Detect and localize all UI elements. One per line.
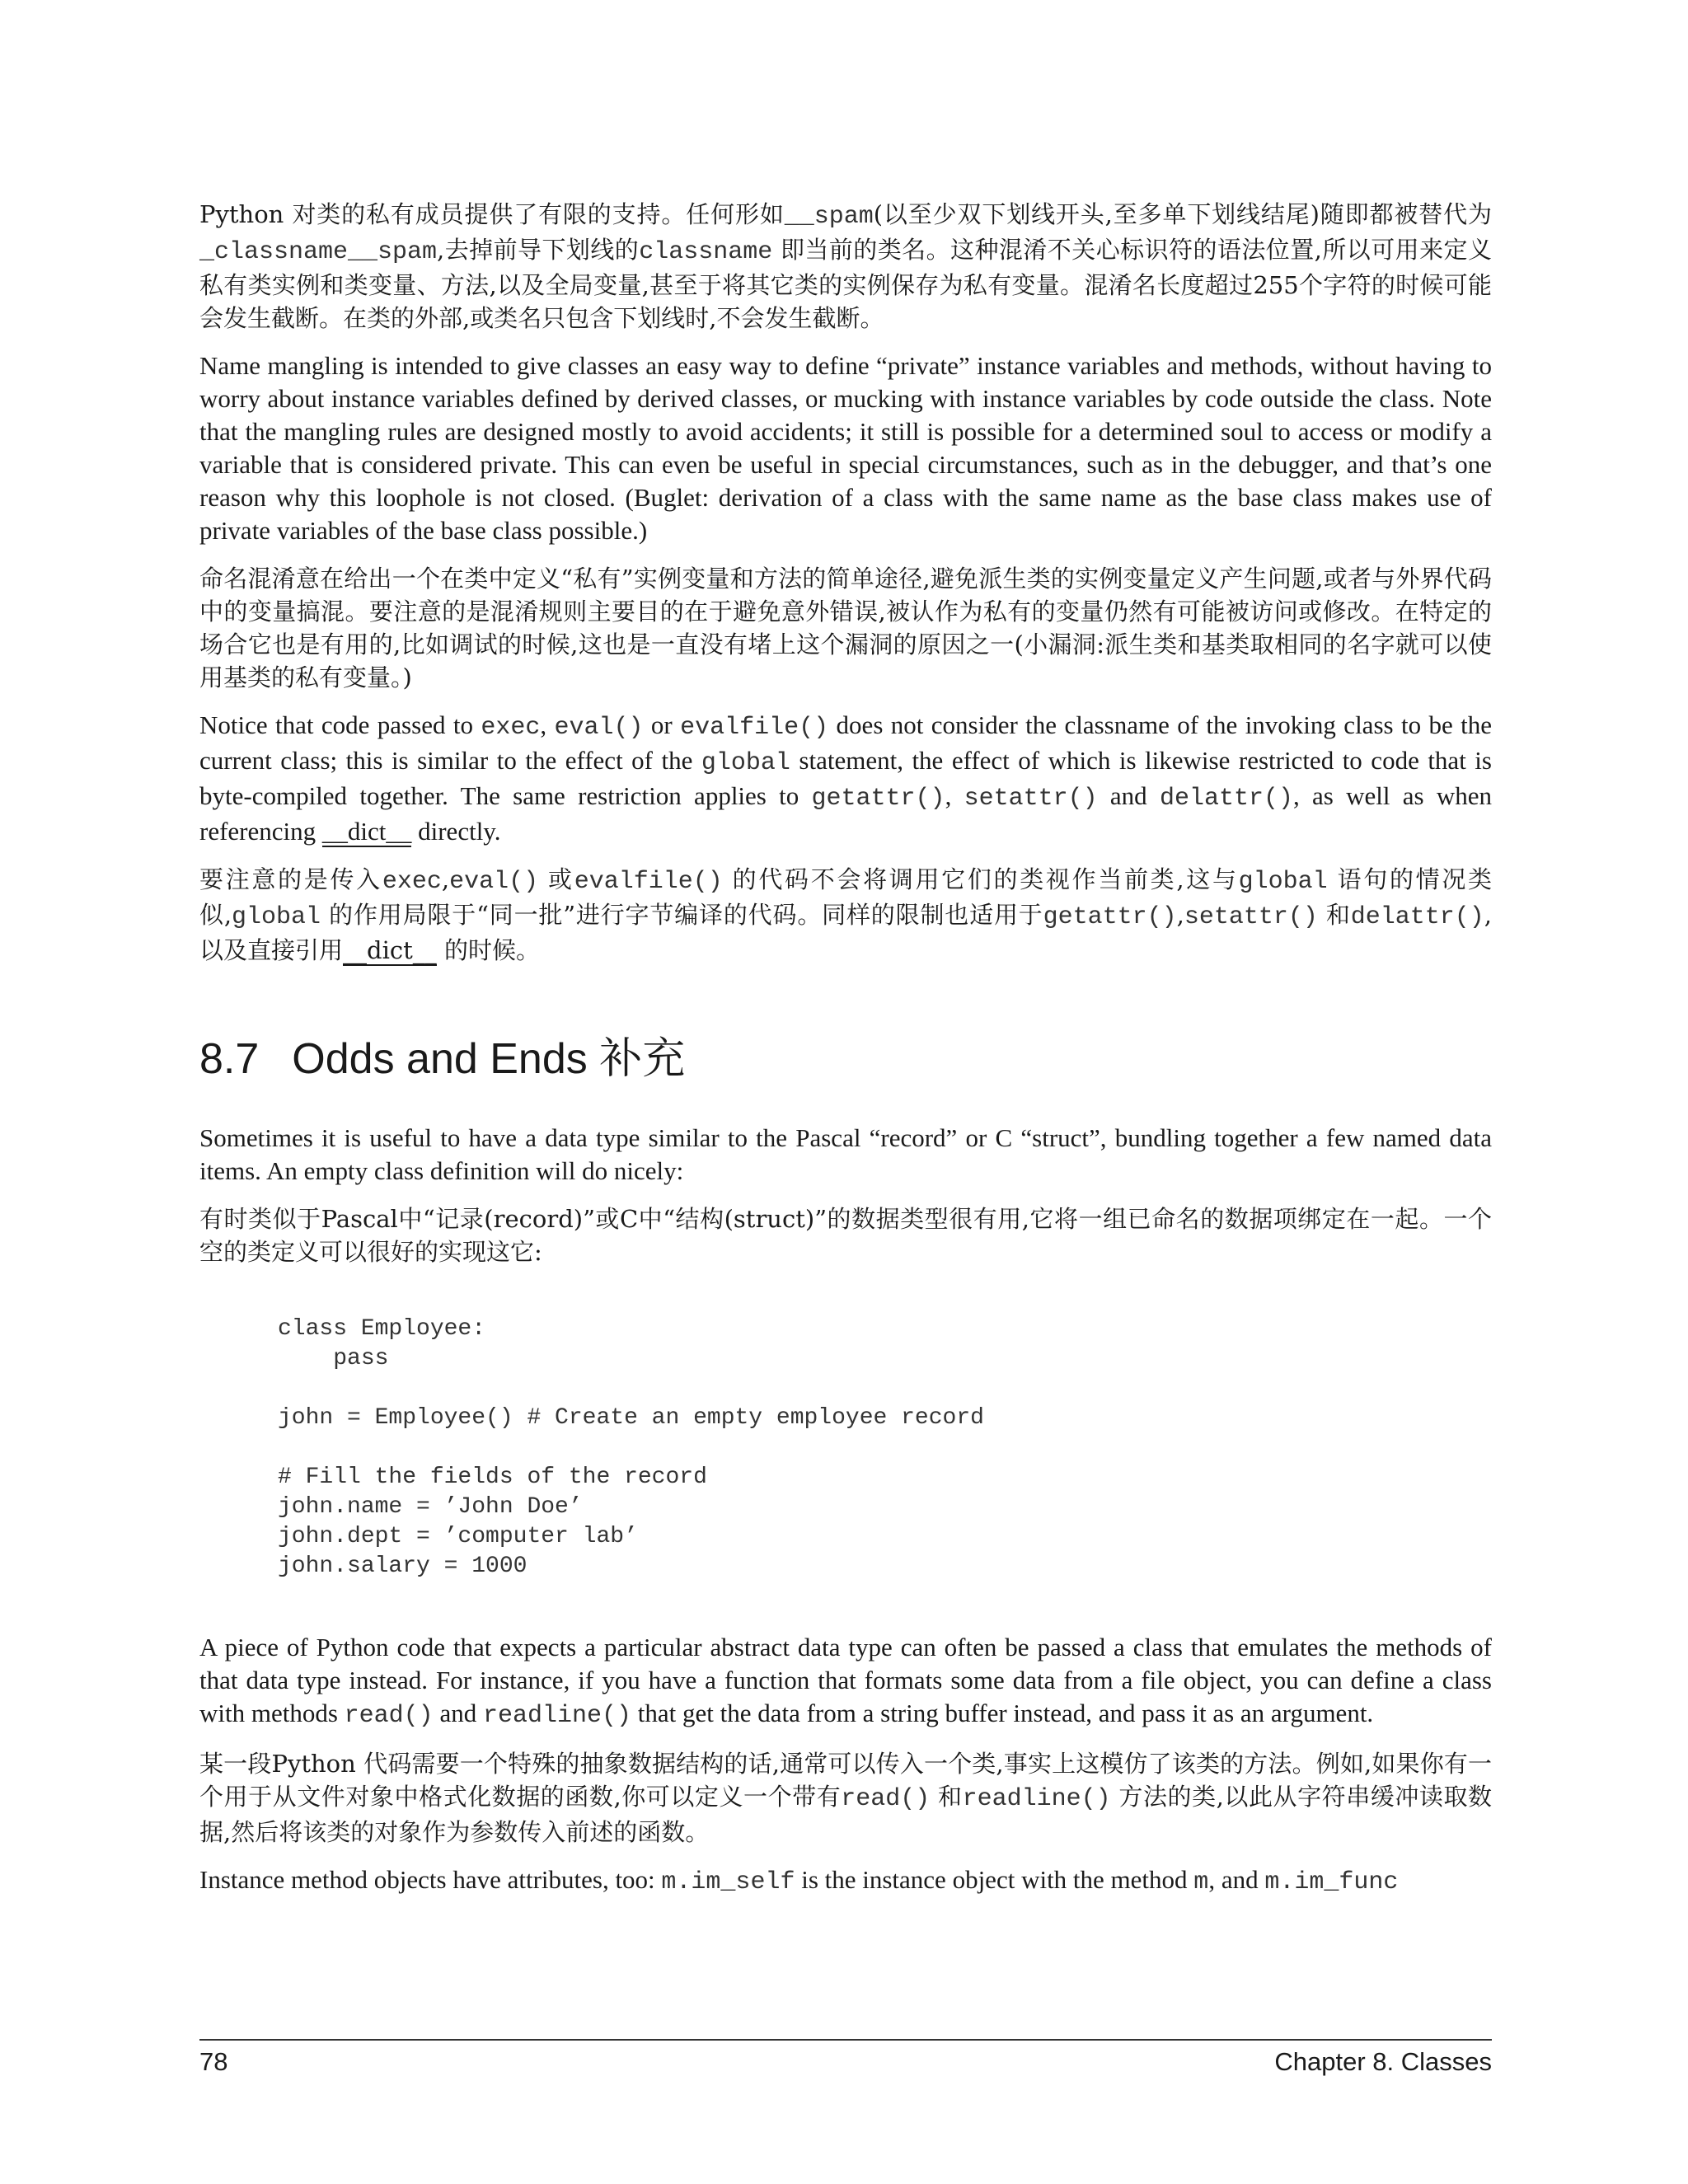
text-run: is the instance object with the method [795,1865,1194,1894]
inline-code: m.im_self [661,1868,795,1896]
text-run: 或 [538,865,574,893]
inline-code: m [1193,1868,1209,1896]
inline-code: delattr() [1159,785,1293,813]
text-run: 的时候。 [436,936,540,964]
section-number: 8.7 [199,1035,260,1083]
paragraph-record-struct-zh: 有时类似于Pascal中“记录(record)”或C中“结构(struct)”的数据类型很有用,它将一组已命名的数据项绑定在一起。一个空的类定义可以很好的实现这它: [199,1205,1492,1266]
inline-code: readline() [482,1702,631,1730]
inline-code: read() [344,1702,434,1730]
text-run: 语句的情况类似, [199,865,1493,929]
paragraph-method-attributes [199,1863,1492,1899]
inline-code: read() [841,1785,931,1813]
inline-code: classname [639,238,773,266]
inline-code: exec [481,714,541,742]
inline-code: __spam [784,203,874,231]
inline-code: getattr() [811,785,945,813]
text-run: Python 对类的私有成员提供了有限的支持。任何形如 [199,200,785,228]
section-heading [199,1033,1492,1085]
inline-code: setattr() [1184,903,1318,931]
paragraph-exec-eval-zh [199,863,1492,967]
inline-code: eval() [449,868,539,896]
paragraph-name-mangling: Name mangling is intended to give classes an easy way to define “private” instance variables and methods, without having to worry about instance variables defined by derived classes, or mucking with instance variables by code outside the class. Note that the mangling rules are designed mostly to avoid accidents; it still is possible for a determined soul to access or modify a variable that is considered private. This can even be useful in special circumstances, such as in the debugger, and that’s one reason why this loophole is not closed. (Buglet: derivation of a class with the same name as the base class makes use of private variables of the base class possible.) [199,351,1492,545]
inline-code: setattr() [964,785,1098,813]
inline-code: global [1238,868,1328,896]
paragraph-record-struct: Sometimes it is useful to have a data type similar to the Pascal “record” or C “struct”, bundling together a few named data items. An empty class definition will do nicely: [199,1123,1492,1185]
underlined-term: __dict__ [321,817,412,846]
text-run: , and [1208,1865,1265,1894]
inline-code: _classname__spam [199,238,438,266]
page-content [199,198,1492,1914]
inline-code: exec [382,868,442,896]
paragraph-exec-eval [199,709,1492,848]
text-run: 和 [930,1783,963,1811]
text-run: 方法的类,以此从字符串缓冲读取数据,然后将该类的对象作为参数传入前述的函数。 [199,1783,1492,1846]
inline-code: eval() [554,714,644,742]
text-run: Instance method objects have attributes, too: [199,1865,662,1894]
paragraph-name-mangling-zh: 命名混淆意在给出一个在类中定义“私有”实例变量和方法的简单途径,避免派生类的实例变量定义产生问题,或者与外界代码中的变量搞混。要注意的是混淆规则主要目的在于避免意外错误,被认作为私有的变量仍然有可能被访问或修改。在特定的场合它也是有用的,比如调试的时候,这也是一直没有堵上这个漏洞的原因之一(小漏洞:派生类和基类取相同的名字就可以使用基类的私有变量。) [199,565,1492,691]
text-run: ,去掉前导下划线的 [437,236,640,264]
text-run: and [1097,781,1160,810]
text-run: 即当前的类名。这种混淆不关心标识符的语法位置,所以可用来定义私有类实例和类变量、方法,以及全局变量,甚至于将其它类的实例保存为私有变量。混淆名长度超过255个字符的时候可能会发生截断。在类的外部,或类名只包含下划线时,不会发生截断。 [199,236,1492,332]
text-run: does not consider the classname of the invoking class to be the current class; this is similar to the effect of the [199,710,1492,775]
text-run: or [643,710,681,739]
text-run: 要注意的是传入 [199,865,382,893]
text-run: , [540,710,555,739]
inline-code: getattr() [1043,903,1177,931]
text-run: 的作用局限于“同一批”进行字节编译的代码。同样的限制也适用于 [321,901,1043,929]
inline-code: readline() [962,1785,1111,1813]
text-run: 和 [1317,901,1351,929]
text-run: Notice that code passed to [199,710,481,739]
inline-code: global [232,903,321,931]
inline-code: evalfile() [680,714,829,742]
text-run: and [433,1699,483,1727]
code-block-employee: class Employee: pass john = Employee() # Create an empty employee record # Fill the fields of the record john.name = ’John Doe’ john.dept = ’computer lab’ john.salary = 1000 [278,1316,984,1579]
inline-code: global [701,749,790,777]
text-run: , [441,865,450,893]
inline-code: evalfile() [574,868,723,896]
text-run: A piece of Python code that expects a particular abstract data type can often be passed a class that emulates the methods of that data type instead. For instance, if you have a function that formats some data from a file object, you can define a class with methods [199,1633,1492,1727]
text-run: ,以及直接引用 [199,901,1492,964]
text-run: , as well as when referencing [199,781,1493,846]
inline-code: delattr() [1350,903,1484,931]
text-run: statement, the effect of which is likewise restricted to code that is byte-compiled together. The same restriction applies to [199,746,1492,810]
paragraph-abstract-data-type-zh [199,1747,1492,1849]
underlined-term: __dict__ [343,936,437,964]
footer-divider [199,2039,1492,2041]
text-run: directly. [411,817,501,846]
chapter-label: Chapter 8. Classes [1274,2047,1492,2076]
text-run: , [945,781,964,810]
text-run: 某一段Python 代码需要一个特殊的抽象数据结构的话,通常可以传入一个类,事实上这模仿了该类的方法。例如,如果你有一个用于从文件对象中格式化数据的函数,你可以定义一个带有 [199,1750,1492,1811]
section-title: Odds and Ends 补充 [292,1035,686,1083]
text-run: 的代码不会将调用它们的类视作当前类,这与 [722,865,1239,893]
text-run: , [1176,901,1184,929]
page-number: 78 [199,2047,228,2076]
paragraph-private-members-zh [199,198,1492,335]
paragraph-abstract-data-type [199,1631,1492,1732]
text-run: (以至少双下划线开头,至多单下划线结尾)随即都被替代为 [873,200,1492,228]
inline-code: m.im_func [1264,1868,1399,1896]
text-run: that get the data from a string buffer instead, and pass it as an argument. [631,1699,1374,1727]
